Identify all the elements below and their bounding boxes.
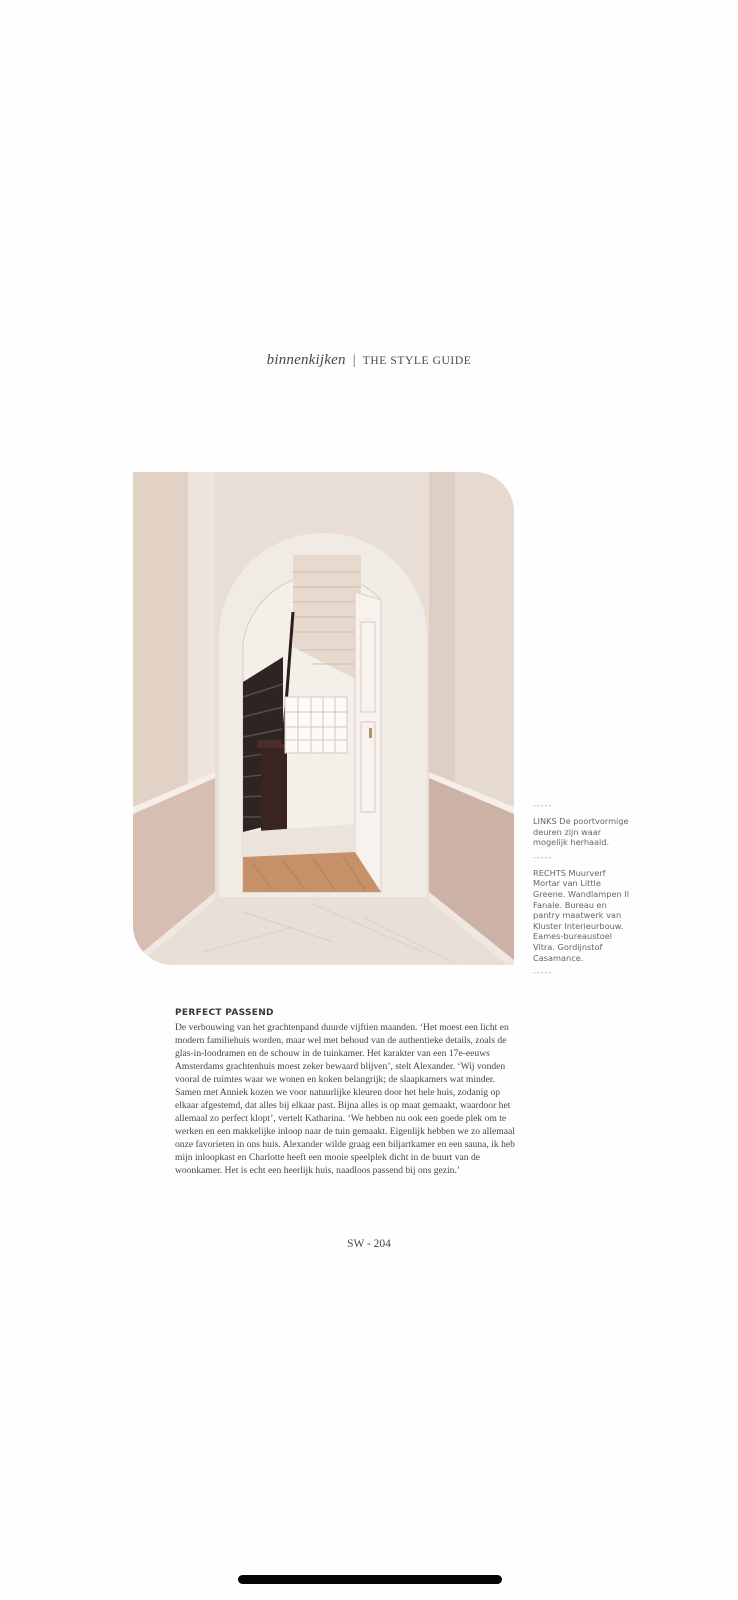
- home-indicator[interactable]: [238, 1575, 502, 1584]
- caption-divider: -----: [533, 801, 553, 810]
- section-title: binnenkijken: [266, 352, 346, 368]
- caption-divider: -----: [533, 852, 553, 862]
- caption-divider: -----: [533, 968, 553, 978]
- caption-left: LINKS De poortvormige deuren zijn waar mogelijk herhaald.: [533, 816, 629, 848]
- page-number: SW - 204: [347, 1238, 391, 1250]
- caption-right: RECHTS Muurverf Mortar van Little Greene. Wandlampen Il Fanale. Bureau en pantry maatwerk van Kluster Interieurbouw. Eames-bureaustoel Vitra. Gordijnstof Casamance.: [533, 867, 629, 963]
- article-body: De verbouwing van het grachtenpand duurde vijftien maanden. ‘Het moest een licht en modern familiehuis worden, maar wel met behoud van de authentieke details, zoals de glas-in-loodramen en de schouw in de tuinkamer. Het karakter van een 17e-eeuws Amsterdams grachtenhuis moest zeker bewaard blijven’, stelt Alexander. ‘Wij vonden vooral de ruimtes waar we wonen en koken belangrijk; de slaapkamers wat minder. Samen met Anniek kozen we voor natuurlijke kleuren door het hele huis, zodanig op elkaar afgestemd, dat alles bij elkaar past. Bijna alles is op maat gemaakt, waardoor het allemaal zo perfect klopt’, vertelt Katharina. ‘We hebben nu ook een goede plek om te werken en een makkelijke inloop naar de tuin gemaakt. Eigenlijk hebben we zo allemaal onze favorieten in ons huis. Alexander wilde graag een biljartkamer en een sauna, ik heb mijn inloopkast en Charlotte heeft een mooie speelplek dicht in de buurt van de woonkamer. Het is echt een heerlijk huis, naadloos passend bij ons gezin.’: [175, 1022, 515, 1176]
- running-header: [0, 352, 738, 369]
- publication-title: THE STYLE GUIDE: [362, 355, 472, 367]
- photo-caption: [533, 800, 633, 983]
- header-separator: |: [352, 353, 356, 368]
- article-heading: PERFECT PASSEND: [175, 1008, 274, 1018]
- article: [175, 1008, 517, 1177]
- hallway-arch-photo: [133, 472, 514, 965]
